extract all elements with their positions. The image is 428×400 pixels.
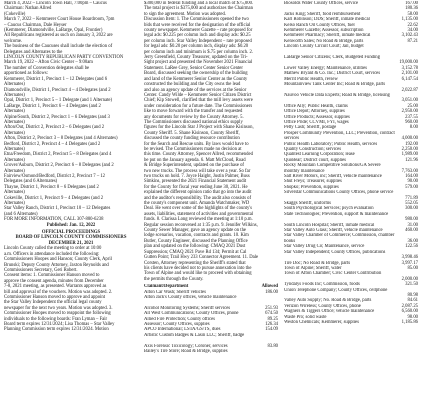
ledger-claimant: Silverstar Communications County Offices, phone service [284,190,394,196]
text-line: the permits through the County. [144,276,204,282]
text-line: Center. Candy Wilde – Kemmerer Senior Citizen District [144,92,252,98]
text-line: Discussion Item: 1. The Commissioners opened the two [144,17,249,23]
ledger-claimant: APCO International; LSTA/GS/TS, dues [144,327,221,333]
ledger-claimant: Waste Pro; solid waste [284,314,327,320]
text-line: & Bridge Superintendent, updated on the purchase of [144,163,244,169]
ledger-claimant: QuoBear; District court, supplies [284,157,346,163]
ledger-amount: 98.00 [407,314,418,320]
ledger-claimant: Kemmerer Gazette; Assessor, subscription [284,28,364,34]
text-line: Deal. He went over some of the highlights of the county's [144,206,252,212]
text-line: like to move forward with the transfer and requested [144,109,243,115]
ledger-amount: 7,763.00 [401,168,418,174]
text-line: for the Search and Rescue units. By laws would have to [144,141,249,147]
text-line: Delegates (and 6 Alternates) [4,179,58,185]
text-line: Alternates) [4,201,25,207]
text-line: Alternates) [4,157,25,163]
ledger-claimant: Verizon Wireless; County Offices, phone [284,303,361,309]
ledger-claimant: Assessor; County Offices, supplies [144,321,210,327]
ledger-amount: 2,101.00 [401,71,418,77]
ledger-amount: 1,989.00 [401,152,418,158]
text-line: apportioned as follows: [4,71,49,77]
ledger-amount: 237.55 [405,114,418,120]
text-line: under consideration for a future date. The Commissioners [144,103,253,109]
text-line: The business of the Caucuses shall include the election of [4,44,113,50]
ledger-claimant: Mathew Bryant & Co. Inc.; District Court, services [284,71,381,77]
text-line: constructed the building and the City owns the lead [144,82,241,88]
ledger-claimant: South Psychological Services; psych evaluation [284,206,374,212]
ledger-claimant: Star Valley Chamber of Commerce; Commission, chamber [284,233,395,239]
ledger-claimant: Qualitest Learning Corporation; lease [284,152,355,158]
ledger-claimant: Star Valley Auto Glass; Sheriff, vehicle maintenance [284,228,383,234]
ledger-amount: 89.25 [267,316,278,322]
text-line: Afton/Out, District 2, Precinct 2 – 6 Delegates (and 2 [4,125,105,131]
text-line: Board term expires 12/31/2024; Lisa Thomas – Star Valley [4,321,115,327]
text-line: the county's component unit. Amanda Watchmaker, WD [144,201,250,207]
text-line: Brunski; Deputy County Attorney, Jaxton Reynolds and [4,262,109,268]
text-line: (Cokeville) [4,11,26,17]
text-line: March 4, 2022 – Lincoln Town Hall, 7:00pm – Caucus [4,1,107,6]
text-line: LaBarge, District 1, Precinct 6 – 4 Delegates (and 2 [4,103,101,109]
text-line: Alternates) [4,82,25,88]
text-line: approve the consent agenda, minutes from December [4,278,104,284]
text-line: be revised. The Commissioners made no decision at [144,146,242,152]
ledger-amount: 2,250.00 [401,146,418,152]
text-line: County Sewer Manager, gave an agency update on the [144,228,246,234]
text-line: Opal, District 1, Precinct 5 – 1 Delegate (and 1 Alternate) [4,98,113,104]
ledger-amount: 34.00 [407,28,418,34]
ledger-claimant: Prosper Community Prevention, LLC; Prevention, contract [284,130,395,136]
published-date: Published: Jan. 12, 2022 [46,222,96,228]
text-line: and the auditor's responsibility. The audit also consists of [144,195,252,201]
ledger-claimant: Star Valley Drug Co; Maintenance, service [284,244,365,250]
ledger-claimant: South Lincoln Hospital; Sheriff, inmate medical [284,222,375,228]
text-line: for the County for fiscal year ending June 30, 2021. He [144,184,248,190]
ledger-amount: 164.00 [405,174,418,179]
ledger-claimant: Rocky Mountain Competitive Solutions/GA Severe [284,163,381,169]
ledger-amount: 960.00 [405,119,418,125]
ledger-amount: 6,560.00 [401,309,418,315]
text-line: and also an agency update of the services at the Senior [144,87,247,93]
section-heading: OFFICIAL PROCEEDINGS [41,230,101,236]
ledger-claimant: Office Pride; CCVMI, FYI, wages [284,119,349,125]
text-line: per column inch and minimum is $.75 per column inch. 2. [144,49,253,55]
text-line: be put on the January agenda. 6. Matt McCloud, Road [144,157,246,163]
text-line: two new trucks. The process will take over a year. So far [144,168,251,174]
text-line: The Commissioners discussed national ethics supply [144,119,243,125]
text-line: Alternates) [4,92,25,98]
text-line: – Caucus Chairman, Dale Heyser [4,22,67,28]
ledger-amount: 1,135.00 [401,17,418,23]
ledger-amount: 36.00 [407,238,418,244]
ledger-claimant: Salt River Motors, inc; Sheriff, vehicle maintenance [284,174,382,179]
ledger-amount: 90.00 [407,179,418,185]
ledger-claimant: services [284,136,300,142]
ledger-amount: 3,997.17 [401,260,418,266]
text-line: LINCOLN COUNTY REPUBLICAN PARTY CONVENTION [4,55,124,61]
ledger-claimant: books [284,238,296,244]
text-line: Board, discussed seeking the ownership of the building [144,71,248,77]
text-line: welcome. [4,38,23,44]
ledger-amount: 300.00 [405,206,418,212]
ledger-amount: 552.05 [405,201,418,207]
ledger-claimant: Tire Doc; No Road & Bridge, parts [284,260,351,266]
text-line: Afton, District 2, Precinct 3 – 8 Delegates (and 4 Alternates) [4,136,118,142]
text-line: Jerry Greenfield, County Treasurer, updated on the Tri- [144,55,248,61]
ledger-amount: 58.00 [407,11,418,17]
text-line: Simkins, presented the 2021 Financial Statement audit [144,179,247,185]
ledger-claimant: Alcohol Monitoring Systems; Sheriff services [144,305,231,311]
text-line: this time. County Attorney, Spencer Allred, recommended [144,152,253,158]
ledger-amount: 980.00 [405,217,418,223]
ledger-amount: Allowed [261,284,278,290]
text-line: Bedford, District 2, Precinct 4 – 4 Delegates (and 2 [4,141,101,147]
text-line: Planning Commission term expires 12/31/2024. Motion [4,327,109,333]
text-line: his clients have decided not to pursue annexation into the [144,265,252,271]
ledger-amount: 186.00 [265,289,278,295]
ledger-amount: 321.50 [405,282,418,288]
ledger-amount: 771.89 [405,195,418,201]
ledger-amount: 80.98 [407,292,418,298]
text-line: Commissioners Secretary, Geri Robert. [4,267,78,273]
ledger-claimant: Wagners & Tiggers Office; vehicle maintenance [284,309,375,315]
ledger-claimant: Allied Fire Protection; County offices [144,316,215,322]
ledger-claimant: Lincoln County Circuit Court; Jail, budget [284,44,364,50]
text-line: Star Valley Ranch, District 1, Precinct 10 – 12 Delegates [4,206,111,212]
text-line: County Sheriff. 5. Shane Kisinson, County Sheriff, [144,130,240,136]
ledger-amount: 192.00 [405,141,418,147]
ledger-claimant: Shopko; Prevention, supplies [284,184,339,190]
ledger-amount: 251.93 [265,305,278,311]
text-line: Butler, County Engineer, discussed the Planning Office [144,238,248,244]
ledger-claimant: Jacks King; Sheriff, food reimbursement [284,11,361,17]
text-line: Commissioner Hanson moved to approve and appoint [4,294,106,300]
ledger-amount: 3,102.43 [401,33,418,39]
text-line: 7-8, 2021 meeting, as presented. Warrants approved as [4,284,107,290]
ledger-claimant: State Technologies; Prevention, support & maintenance [284,211,389,217]
ledger-claimant: Karl Robinson; DDS; Sheriff, inmate medical [284,17,370,23]
text-line: Chairman: Nathan Allred [4,6,52,12]
ledger-claimant: Petty Cash; Sheriff, postage [284,125,337,131]
text-line: Commissioners Hoopes and Hanson; County Clerk, April [4,257,112,263]
ledger-amount: 87.21 [407,38,418,44]
ledger-claimant: Claimant/Department [144,284,189,290]
text-line: assets, liabilities, statement of activities and governmental [144,211,254,217]
text-line: bill and approval of the vouchers. Motion was adopted. 2. [4,289,113,295]
ledger-amount: 8.00 [409,125,418,131]
ledger-claimant: Shut Freys; Treasurer, supplies [284,179,342,185]
ledger-claimant: All West Communications; County Offices, phone [144,311,239,317]
ledger-claimant: Artistic Custom Badges & Lasin LLC; Sheriff, badge [144,332,245,338]
text-line: (and 6 Alternates) [4,211,38,217]
ledger-amount: 85.00 [407,265,418,271]
text-line: and land of the Kemmerer Senior Center as the County [144,76,248,82]
text-line: two trucks on hold. 7. Joyce Haight, Justin Palmer, Buss [144,174,250,179]
text-line: FOR MORE INFORMATION, CALL 307-880-6238 [4,217,104,223]
text-line: Regular session reconvened at 1:35 p.m. 9. Jennifer Wilkins, [144,222,258,228]
text-line: to sign the agreement. Motion was adopted. [144,11,227,17]
text-line: Suppression; CMAQ 2021 Pave Rd 134; Permit at Cal [144,249,247,255]
text-line: plan and updated on the following: CMAQ 2021 Dust [144,244,246,250]
column-left [4,1,138,400]
text-line: Lincoln County called the meeting to order at 10:00 [4,246,102,252]
text-line: the Star Valley Independent the official legal county [4,300,102,306]
text-line: Chief; Kip Stowell, clarified that the mill levy assets were [144,98,253,104]
text-line: funds. 8. Clarissa Long reviewed the meeting at 1:10 p.m. [144,217,253,223]
ledger-amount: 3,998.46 [401,255,418,261]
claims-ledger [144,284,278,354]
text-line: Sight project and presented the November 2021 Financial [144,60,253,66]
ledger-claimant: monthly maintenance [284,168,325,174]
text-line: Alternates) [4,146,25,152]
ledger-amount: 3,051.00 [401,98,418,104]
text-line: March 19, 2022 – Afton Civic Center – 9:00am [4,60,93,66]
text-line: The number of Convention delegates shall be [4,65,90,71]
ledger-claimant: Office Products; Assessor, supplies [284,114,350,120]
ledger-claimant: Valley Auto Supply; No. Road & Bridge, parts [284,298,372,304]
ledger-amount: 25.00 [407,103,418,109]
ledger-claimant: Town of Afton Chamber; Civic Center Contribution [284,271,382,277]
text-line: Diamondville, District 1, Precinct 4 – 4 Delegates (and 2 [4,87,111,93]
text-line: bids that were received for the designation of the official [144,22,251,28]
ledger-claimant: Nauvoo Vehicle Data Experts; Road & Bridge, licensing [284,92,390,98]
minutes-continued [144,1,278,282]
ledger-amount: 2,000.00 [401,276,418,282]
ledger-claimant: Mountainview Tank Center Inc; Road & Bridge, parts [284,82,386,88]
text-line: Delegates and Alternates to the [4,49,63,55]
text-line: a.m. Officers in attendance included the following: [4,251,100,257]
text-line: explained the different opinion ratio that go into the audit [144,190,252,196]
ledger-amount: 460.00 [405,228,418,234]
ledger-claimant: Weston Chemicals; Kemmerer, supplies [284,319,359,325]
ledger-amount: 126.34 [265,321,278,327]
ledger-row [284,320,418,325]
ledger-claimant: Skaggs Sheriff, uniforms [284,201,331,207]
ledger-amount: 2,950.00 [401,109,418,115]
ledger-amount: 180.36 [405,6,418,12]
ledger-claimant: Alton Car Wash; Sheriff vehicles [144,289,206,295]
text-line: Consent items: 1. Commissioner Hanson moved to [4,273,100,279]
text-line: newspaper for the next two years. Motion was adopted. 3. [4,305,113,311]
column-middle [144,1,278,400]
text-line: Cokeville, District 1, Precinct 9 – 4 Delegates (and 2 [4,195,104,201]
text-line: Etna/Freedom, District 2, Precinct 5 – 8 Delegates (and 4 [4,152,112,158]
ledger-claimant: Public Health Laboratory; Public Health, services [284,141,378,147]
ledger-claimant: Quality Construction; services [284,146,342,152]
meeting-minutes [4,246,138,333]
ledger-row [144,349,278,354]
text-line: Statement. LaRee Grey, Senior Center Senior Center [144,65,243,71]
ledger-amount: 31.00 [407,222,418,228]
caucus-notice [4,1,138,228]
ledger-claimant: Kemmerer Pharmacy; Sheriff, inmate medical [284,33,371,39]
text-line: lodge scenarios, vacation, contracts and grants. 10. Kim [144,233,249,239]
ledger-amount: 122.56 [405,244,418,250]
text-line: $300,000 in federal funding and a local match of $75,000. [144,1,254,6]
ledger-claimant: Kenworth Sales; No Road & Bridge, parts [284,38,364,44]
meeting-date: DECEMBER 21, 2021 [48,240,94,246]
text-line: Corsten, Attorney representing the Sheriff's stated that [144,260,246,266]
ledger-amount: 167.00 [405,1,418,6]
ledger-claimant: Office Depot; Attorney, supplies [284,109,345,115]
text-line: any documents for review by the County Attorney. 5. [144,114,244,120]
ledger-amount: 154.09 [265,327,278,333]
ledger-amount: 83.80 [267,343,278,349]
text-line: Kemmerer, District 1, Precinct 1 – 12 Delegates (and 6 [4,76,108,82]
ledger-claimant: Alton Jack's County offices, vehicle maintenance [144,294,237,300]
ledger-amount: 19,000.00 [399,60,418,66]
ledger-claimant: Star Valley Independent; County Offices, publications [284,249,386,255]
text-line: discussed the county funding resource contribution [144,136,240,142]
text-line: county newspaper. Kemmerer Gazette – rate proposed for [144,28,253,34]
ledger-claimant: Tyndalys Foods Inc; Commission, foods [284,282,360,288]
section-subheading: BOARD OF LINCOLN COUNTY COMMISSIONERS [15,235,127,241]
ledger-claimant: Town of Alpine; Sheriff, water [284,265,342,271]
ledger-amount: 3,152.78 [401,65,418,71]
ledger-amount: 6,147.54 [401,76,418,82]
ledger-claimant: Kelso Ranch Oil County Offices, fuel [284,22,355,28]
ledger-claimant: Axis Forensic Toxicology; Coroner, services [144,343,228,349]
ledger-amount: 2,087.25 [401,303,418,309]
text-line: The total project is $375,000 and authorizes the Chairman [144,6,253,12]
ledger-amount: 2,022.87 [401,87,418,93]
text-line: Alternates) [4,109,25,115]
text-line: Gutten Point; Trail Hwy 233 Connector Agreement. 11. Dale [144,255,259,261]
ledger-amount: 22.62 [407,22,418,28]
text-line: Alternates) [4,168,25,174]
ledger-amount: 674.50 [265,311,278,317]
ledger-amount: 4,000.00 [401,136,418,142]
text-line: Fairview/Osmond/Bedford, District 2, Precinct 7 – 12 [4,174,106,179]
text-line: legal ads: $0.225 per column inch and display ads: $0.25 [144,33,251,39]
ledger-claimant: Merrit Public Health, review [284,76,338,82]
text-line: for legal ads: $0.20 per column inch, display ads: $0.20 [144,44,249,50]
text-line: Thayne, District 1, Precinct 8 – 6 Delegates (and 2 [4,184,99,190]
text-line: (Kemmerer, Diamondville, LaBarge, Opal, Frontier) [4,28,103,34]
ledger-claimant: Lower Valley Energy; Maintenance, utilities [284,65,368,71]
ledger-amount: 1,185.86 [401,319,418,325]
text-line: figures for the Lincoln Star J Project with Shane Kisinson, [144,125,254,131]
text-line: individuals to the following boards: Fran Lyman – Fair [4,316,108,322]
ledger-claimant: LaBarge Senior Citizens; Clerk, Budgeted Funding [284,55,380,61]
ledger-amount: 84.61 [407,298,418,304]
text-line: March 7, 2022 – Kemmerer Court House Boardroom, 7pm [4,17,115,23]
text-line: Commissioner Hoopes moved to reappoint the following [4,311,111,317]
ledger-amount: 579.00 [405,184,418,190]
ledger-claimant: Bailey's Tire Store; Road & Bridge, supplies [144,349,228,354]
ledger-claimant: Union Telephone Company; County Offices, cellphone [284,287,388,293]
text-line: Alpine/South, District 2, Precinct 1 – 6 Delegates (and 3 [4,114,110,120]
text-line: Alternates) [4,130,25,136]
column-right [284,1,418,400]
text-line: Alternates) [4,190,25,196]
text-line: Alternates) [4,119,25,125]
ledger-claimant: Office Ally; Public Health, claims [284,103,348,109]
text-line: Grover/Auburn, District 2, Precinct 6 – 8 Delegates (and 2 [4,163,114,169]
ledger-claimant: Biosolds Water County Offices, service [284,1,359,6]
text-line: All Republicans registered as such on January 3, 2022 are [4,33,113,39]
ledger-amount [275,349,278,354]
ledger-amount: 121.96 [405,157,418,163]
text-line: per column inch. Star Valley Independent – rate proposed [144,38,252,44]
text-line: Town of Alpine and would like to proceed with obtaining [144,271,252,277]
